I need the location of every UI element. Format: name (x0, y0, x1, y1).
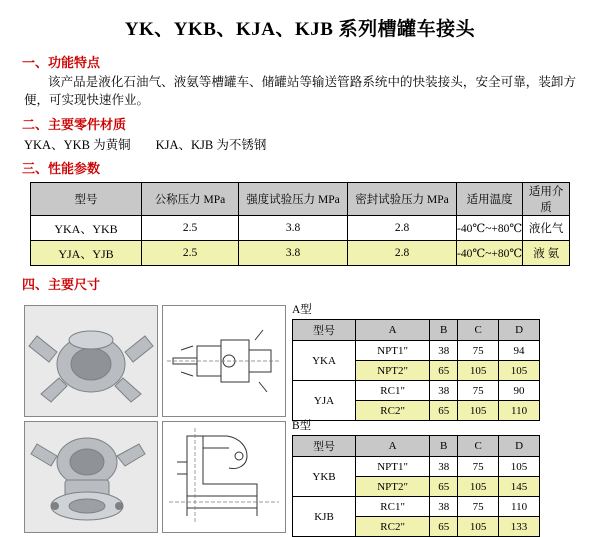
product-drawing-a (162, 305, 286, 417)
col-nominal-pressure: 公称压力 MPa (142, 183, 239, 216)
table-row (293, 497, 540, 517)
features-paragraph: 该产品是液化石油气、液氨等槽罐车、储罐站等输送管路系统中的快装接头，安全可靠，装卸方便，可实现快速作业。 (24, 75, 576, 107)
cell-d: 90 (499, 381, 540, 401)
cell-model: YKA (293, 341, 356, 381)
cell-a: NPT1" (356, 341, 430, 361)
cell-strength-test: 3.8 (239, 216, 348, 241)
col-d: D (499, 436, 540, 457)
cell-model: YJA、YJB (31, 241, 142, 266)
cell-c: 75 (458, 341, 499, 361)
cell-seal-test: 2.8 (348, 241, 457, 266)
cell-a: RC2" (356, 517, 430, 537)
col-a: A (356, 320, 430, 341)
cell-b: 38 (430, 457, 458, 477)
table-row (293, 341, 540, 361)
table-row (293, 457, 540, 477)
table-row (31, 216, 570, 241)
section-heading-features: 一、功能特点 (22, 55, 101, 70)
page-title: YK、YKB、KJA、KJB 系列槽罐车接头 (124, 19, 476, 40)
dimension-table-a (292, 319, 540, 421)
cell-a: NPT2" (356, 361, 430, 381)
cell-model: YJA (293, 381, 356, 421)
col-seal-test: 密封试验压力 MPa (348, 183, 457, 216)
dimension-block-a (292, 301, 542, 421)
cell-b: 65 (430, 477, 458, 497)
cell-b: 38 (430, 497, 458, 517)
cell-c: 105 (458, 517, 499, 537)
cell-medium: 液化气 (523, 216, 570, 241)
cell-nominal-pressure: 2.5 (142, 216, 239, 241)
materials-line: YKA、YKB 为黄铜 KJA、KJB 为不锈钢 (24, 138, 267, 152)
cell-a: NPT2" (356, 477, 430, 497)
cell-temperature: -40℃~+80℃ (457, 216, 523, 241)
product-photo-b (24, 421, 158, 533)
cell-c: 75 (458, 381, 499, 401)
table-row (293, 381, 540, 401)
cell-d: 94 (499, 341, 540, 361)
table-header-row (31, 183, 570, 216)
cell-d: 133 (499, 517, 540, 537)
col-medium: 适用介质 (523, 183, 570, 216)
cell-d: 110 (499, 497, 540, 517)
col-c: C (458, 320, 499, 341)
cell-b: 38 (430, 381, 458, 401)
cell-c: 105 (458, 361, 499, 381)
dimension-table-b (292, 435, 540, 537)
section-heading-dimensions: 四、主要尺寸 (22, 277, 101, 292)
cell-c: 75 (458, 457, 499, 477)
table-header-row (293, 320, 540, 341)
cell-d: 110 (499, 401, 540, 421)
figure-a-label: A型 (292, 304, 312, 316)
cell-strength-test: 3.8 (239, 241, 348, 266)
col-b: B (430, 436, 458, 457)
cell-a: RC1" (356, 497, 430, 517)
dimension-block-b (292, 417, 542, 537)
col-d: D (499, 320, 540, 341)
cell-a: RC2" (356, 401, 430, 421)
cell-c: 105 (458, 477, 499, 497)
figure-b-label: B型 (292, 420, 312, 432)
col-model: 型号 (31, 183, 142, 216)
performance-table (30, 182, 570, 266)
spec-table-wrapper (30, 182, 570, 266)
cell-c: 75 (458, 497, 499, 517)
cell-model: YKA、YKB (31, 216, 142, 241)
cell-temperature: -40℃~+80℃ (457, 241, 523, 266)
section-heading-materials: 二、主要零件材质 (22, 117, 127, 132)
col-b: B (430, 320, 458, 341)
col-strength-test: 强度试验压力 MPa (239, 183, 348, 216)
product-drawing-b (162, 421, 286, 533)
table-row (31, 241, 570, 266)
cell-nominal-pressure: 2.5 (142, 241, 239, 266)
col-temperature: 适用温度 (457, 183, 523, 216)
cell-b: 38 (430, 341, 458, 361)
cell-model: KJB (293, 497, 356, 537)
cell-d: 105 (499, 457, 540, 477)
cell-medium: 液 氨 (523, 241, 570, 266)
section-heading-performance: 三、性能参数 (22, 161, 101, 176)
product-photo-a (24, 305, 158, 417)
cell-b: 65 (430, 361, 458, 381)
table-header-row (293, 436, 540, 457)
cell-c: 105 (458, 401, 499, 421)
cell-d: 105 (499, 361, 540, 381)
col-model: 型号 (293, 320, 356, 341)
cell-model: YKB (293, 457, 356, 497)
cell-b: 65 (430, 401, 458, 421)
col-c: C (458, 436, 499, 457)
col-model: 型号 (293, 436, 356, 457)
cell-d: 145 (499, 477, 540, 497)
cell-a: RC1" (356, 381, 430, 401)
col-a: A (356, 436, 430, 457)
cell-b: 65 (430, 517, 458, 537)
cell-a: NPT1" (356, 457, 430, 477)
cell-seal-test: 2.8 (348, 216, 457, 241)
